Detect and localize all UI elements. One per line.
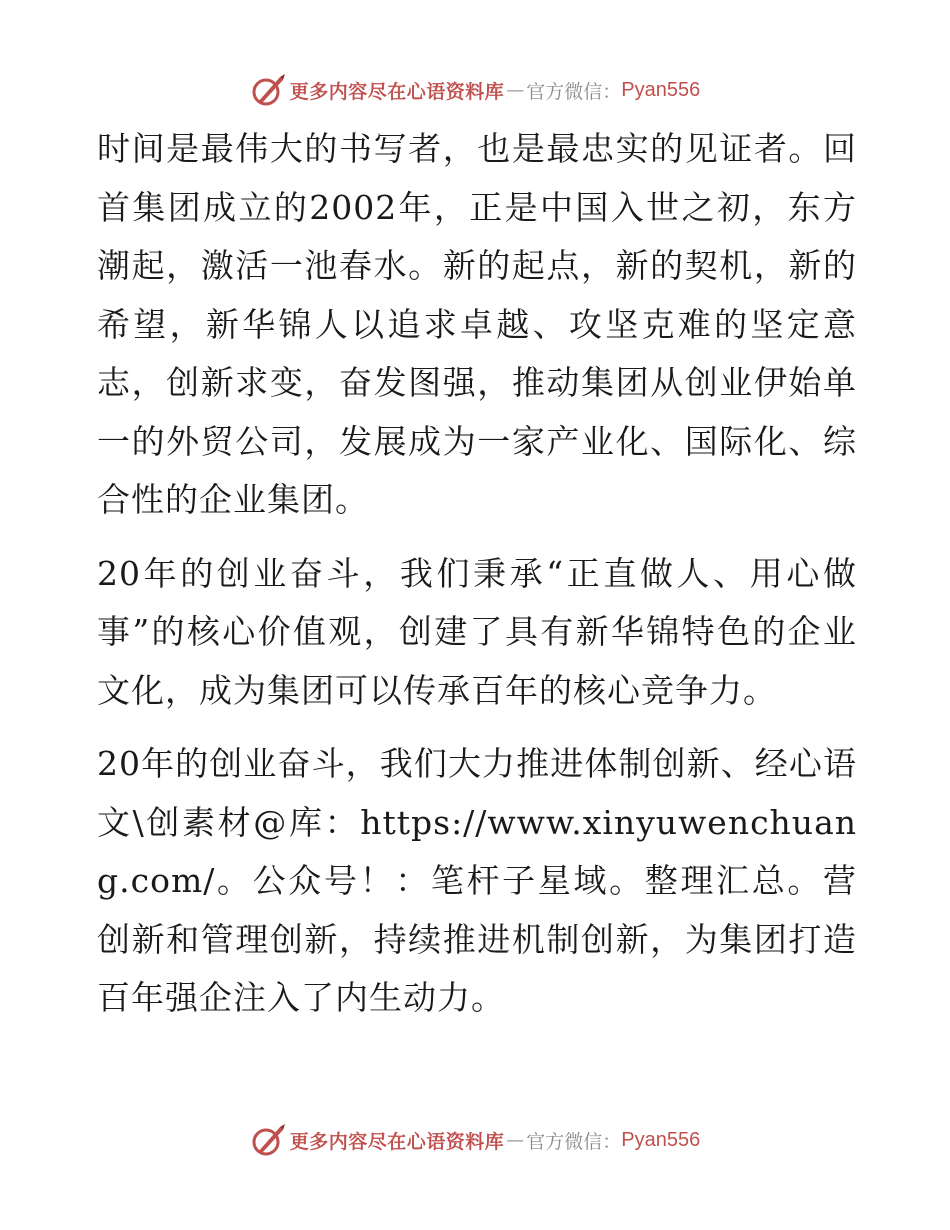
paragraph-1: 时间是最伟大的书写者，也是最忠实的见证者。回首集团成立的2002年，正是中国入世之初，东方潮起，激活一池春水。新的起点，新的契机，新的希望，新华锦人以追求卓越、攻坚克难的坚定意志，创新求变，奋发图强，推动集团从创业伊始单一的外贸公司，发展成为一家产业化、国际化、综合性的企业集团。 bbox=[97, 129, 857, 519]
paragraph-2: 20年的创业奋斗，我们秉承“正直做人、用心做事”的核心价值观，创建了具有新华锦特色的企业文化，成为集团可以传承百年的核心竞争力。 bbox=[97, 553, 857, 710]
banner-wechat-id: Pyan556 bbox=[621, 1128, 701, 1151]
banner-wechat-id: Pyan556 bbox=[621, 78, 701, 101]
paragraph-3: 20年的创业奋斗，我们大力推进体制创新、经心语文\创素材@库：https://www.xinyuwenchuang.com/。公众号！：笔杆子星域。整理汇总。营创新和管理创新，持续推进机制创新，为集团打造百年强企注入了内生动力。 bbox=[97, 744, 857, 1017]
banner-wechat-label: 官方微信： bbox=[526, 80, 622, 103]
banner-wechat-label: 官方微信： bbox=[526, 1130, 622, 1153]
footer-banner bbox=[0, 1120, 950, 1160]
banner-separator: — bbox=[506, 79, 525, 101]
banner-separator: — bbox=[506, 1129, 525, 1151]
quill-logo-icon bbox=[250, 72, 286, 108]
banner-tagline: 更多内容尽在心语资料库 bbox=[289, 80, 505, 103]
header-banner bbox=[0, 70, 950, 110]
banner-tagline: 更多内容尽在心语资料库 bbox=[289, 1130, 505, 1153]
document-body bbox=[97, 120, 857, 1028]
quill-logo-icon bbox=[250, 1122, 286, 1158]
